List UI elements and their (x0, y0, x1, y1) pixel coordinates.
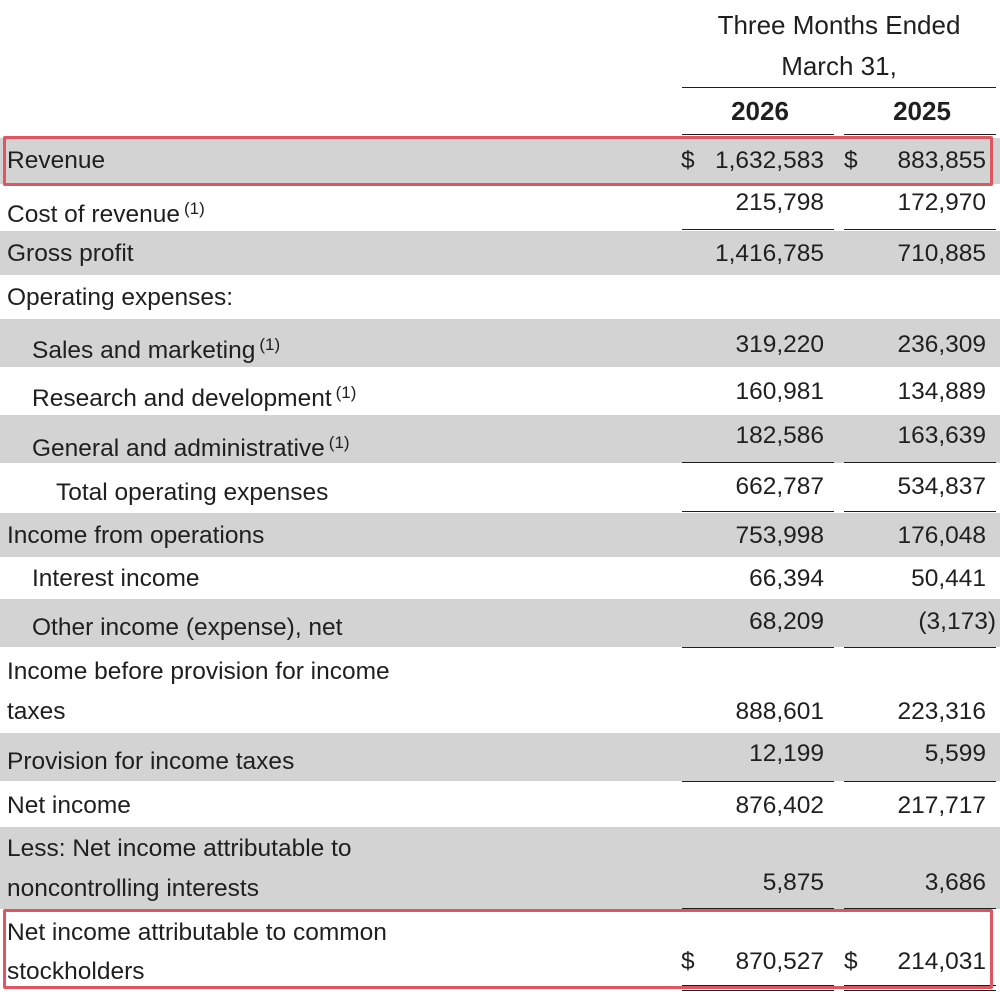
table-row-net-income (0, 783, 1000, 827)
table-row-operating-expenses (0, 275, 1000, 319)
footnote-marker: (1) (335, 383, 357, 402)
value-2026: 68,209 (749, 608, 824, 635)
row-label-line1: Net income attributable to common (7, 919, 387, 946)
row-label-text: Cost of revenue (7, 201, 180, 228)
row-label: Revenue (7, 147, 106, 174)
value-2025: 217,717 (897, 792, 986, 819)
value-2025: 5,599 (924, 740, 986, 767)
table-row-sales-and-marketing (0, 319, 1000, 367)
value-2026: 870,527 (735, 948, 824, 975)
value-2025: 3,686 (924, 869, 986, 896)
row-label (32, 330, 280, 366)
footnote-marker: (1) (183, 199, 205, 218)
value-2025: 176,048 (897, 522, 986, 549)
subtotal-rule-2025 (844, 462, 996, 463)
currency-symbol: $ (681, 147, 695, 174)
header-col2-rule (844, 134, 996, 135)
value-2025: 214,031 (897, 948, 986, 975)
table-row-gross-profit (0, 231, 1000, 275)
header-rule (682, 87, 996, 88)
value-2025: 134,889 (897, 378, 986, 405)
value-2025: 163,639 (897, 422, 986, 449)
subtotal-rule-2026 (682, 781, 834, 782)
value-2026: 876,402 (735, 792, 824, 819)
row-label: Other income (expense), net (32, 614, 343, 641)
value-2026: 5,875 (762, 869, 824, 896)
header-col1-rule (682, 134, 834, 135)
value-2025: 50,441 (911, 565, 986, 592)
table-row-provision-for-income-taxes (0, 733, 1000, 781)
column-header-2025: 2025 (893, 96, 951, 126)
row-label: Total operating expenses (56, 479, 329, 506)
table-row-other-income (0, 599, 1000, 647)
currency-symbol: $ (844, 948, 858, 975)
row-label-line2: noncontrolling interests (7, 875, 259, 902)
highlight-box-revenue (3, 136, 993, 186)
value-2026: 215,798 (735, 189, 824, 216)
row-label: Provision for income taxes (7, 748, 295, 775)
period-subheading: March 31, (781, 51, 897, 81)
currency-symbol: $ (681, 948, 695, 975)
subtotal-rule-2025 (844, 781, 996, 782)
footnote-marker: (1) (259, 335, 281, 354)
value-2025: (3,173) (918, 608, 996, 635)
table-row-research-and-development (0, 367, 1000, 415)
value-2026: 182,586 (735, 422, 824, 449)
value-2025: 534,837 (897, 473, 986, 500)
value-2026: 66,394 (749, 565, 824, 592)
row-label (32, 428, 350, 464)
table-row-income-from-operations (0, 513, 1000, 557)
value-2026: 160,981 (735, 378, 824, 405)
table-row-total-operating-expenses (0, 464, 1000, 512)
footnote-marker: (1) (328, 433, 350, 452)
table-row-income-before-provision (0, 649, 1000, 733)
highlight-box-net-income-common (3, 909, 993, 989)
value-2025: 236,309 (897, 331, 986, 358)
row-label-text: Research and development (32, 385, 332, 412)
subtotal-rule-2025 (844, 511, 996, 512)
value-2026: 888,601 (735, 698, 824, 725)
value-2025: 172,970 (897, 189, 986, 216)
row-label-line1: Less: Net income attributable to (7, 835, 352, 862)
value-2025: 223,316 (897, 698, 986, 725)
value-2026: 662,787 (735, 473, 824, 500)
subtotal-rule-2025 (844, 229, 996, 230)
row-label-text: General and administrative (32, 435, 325, 462)
period-heading: Three Months Ended (717, 10, 961, 40)
row-label: Gross profit (7, 240, 134, 267)
table-row-general-and-administrative (0, 415, 1000, 463)
column-header-2026: 2026 (731, 96, 789, 126)
subtotal-rule-2026 (682, 511, 834, 512)
row-label: Income from operations (7, 522, 265, 549)
table-row-interest-income (0, 557, 1000, 599)
value-2026: 1,416,785 (715, 240, 824, 267)
subtotal-rule-2026 (682, 647, 834, 648)
value-2025: 883,855 (897, 147, 986, 174)
value-2026: 12,199 (749, 740, 824, 767)
row-label-line1: Income before provision for income (7, 658, 390, 685)
subtotal-rule-2026 (682, 462, 834, 463)
row-label: Interest income (32, 565, 200, 592)
row-label-text: Sales and marketing (32, 337, 256, 364)
row-label (7, 194, 205, 230)
row-label-line2: taxes (7, 698, 66, 725)
currency-symbol: $ (844, 147, 858, 174)
row-label (32, 378, 356, 414)
subtotal-rule-2026 (682, 229, 834, 230)
value-2026: 1,632,583 (715, 147, 824, 174)
row-label-line2: stockholders (7, 958, 145, 985)
subtotal-rule-2025 (844, 647, 996, 648)
table-row-noncontrolling-interests (0, 827, 1000, 909)
row-label: Net income (7, 792, 131, 819)
row-label: Operating expenses: (7, 284, 234, 311)
value-2026: 319,220 (735, 331, 824, 358)
table-row-cost-of-revenue (0, 184, 1000, 230)
value-2026: 753,998 (735, 522, 824, 549)
value-2025: 710,885 (897, 240, 986, 267)
